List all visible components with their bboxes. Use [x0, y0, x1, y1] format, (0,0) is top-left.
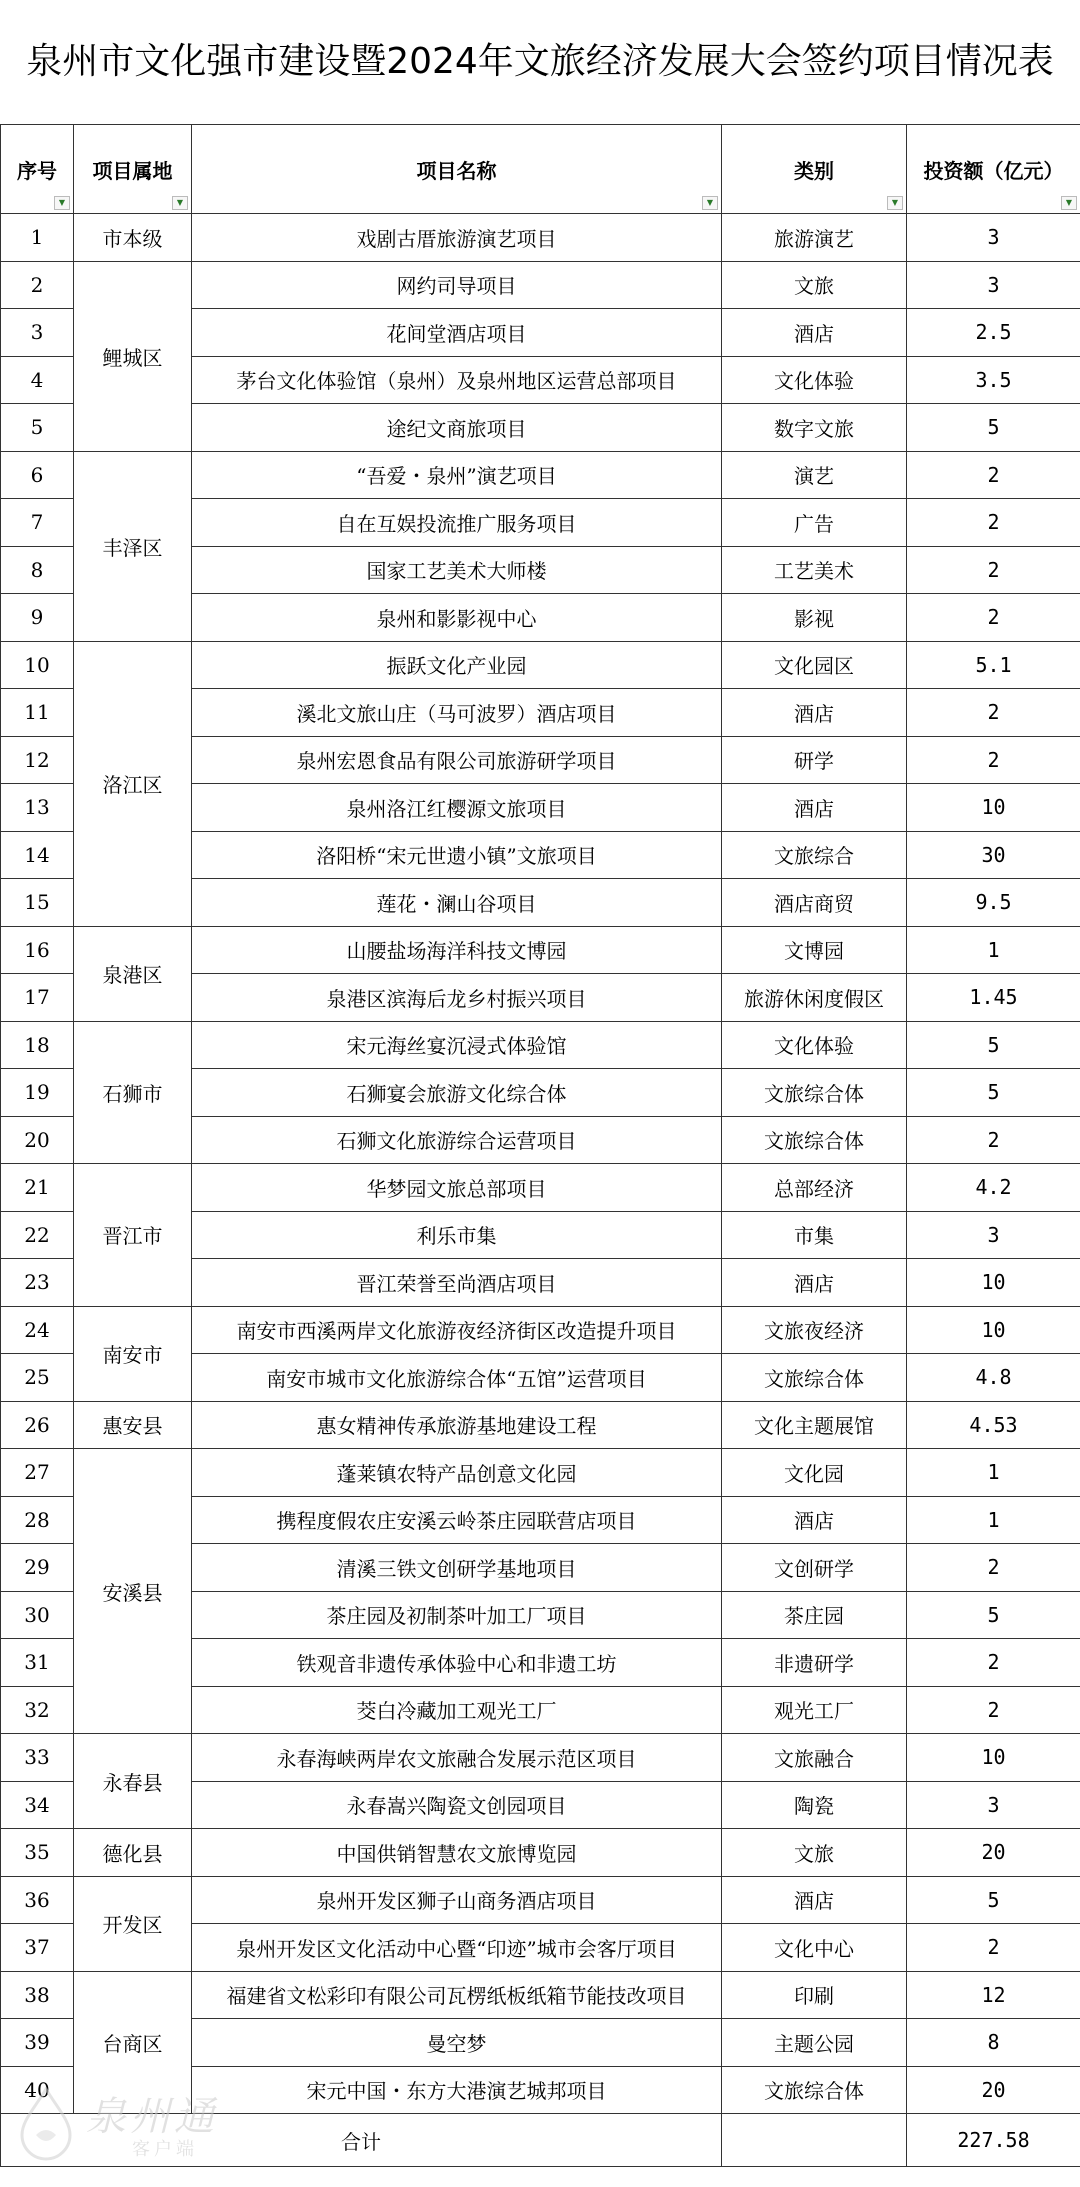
cell-project-name: “吾爱・泉州”演艺项目	[192, 451, 722, 499]
cell-region: 洛江区	[74, 641, 192, 926]
cell-project-name: 茭白冷藏加工观光工厂	[192, 1686, 722, 1734]
cell-project-name: 南安市西溪两岸文化旅游夜经济街区改造提升项目	[192, 1306, 722, 1354]
cell-type: 陶瓷	[722, 1781, 907, 1829]
cell-amount: 2	[907, 1924, 1080, 1972]
cell-type: 酒店	[722, 1259, 907, 1307]
dropdown-arrow-icon[interactable]: ▼	[54, 196, 70, 210]
cell-type: 广告	[722, 499, 907, 547]
cell-no: 26	[1, 1401, 74, 1449]
dropdown-arrow-icon[interactable]: ▼	[1061, 196, 1077, 210]
dropdown-arrow-icon[interactable]: ▼	[702, 196, 718, 210]
cell-amount: 3.5	[907, 356, 1080, 404]
cell-no: 29	[1, 1544, 74, 1592]
cell-no: 10	[1, 641, 74, 689]
cell-amount: 2	[907, 1686, 1080, 1734]
cell-type: 文旅综合体	[722, 1354, 907, 1402]
table-row	[1, 1734, 1080, 1782]
table-row	[1, 451, 1080, 499]
cell-amount: 20	[907, 1829, 1080, 1877]
cell-project-name: 泉州开发区文化活动中心暨“印迹”城市会客厅项目	[192, 1924, 722, 1972]
cell-type: 酒店	[722, 689, 907, 737]
header-no[interactable]	[1, 125, 74, 214]
cell-no: 33	[1, 1734, 74, 1782]
cell-amount: 10	[907, 1259, 1080, 1307]
cell-amount: 3	[907, 1211, 1080, 1259]
cell-project-name: 网约司导项目	[192, 261, 722, 309]
cell-type: 文旅	[722, 1829, 907, 1877]
cell-amount: 4.53	[907, 1401, 1080, 1449]
cell-amount: 1.45	[907, 974, 1080, 1022]
total-amount: 227.58	[907, 2114, 1080, 2167]
cell-project-name: 国家工艺美术大师楼	[192, 546, 722, 594]
cell-type: 印刷	[722, 1971, 907, 2019]
cell-region: 晋江市	[74, 1164, 192, 1307]
cell-no: 39	[1, 2019, 74, 2067]
cell-type: 文化体验	[722, 1021, 907, 1069]
cell-project-name: 泉州洛江红樱源文旅项目	[192, 784, 722, 832]
cell-type: 文旅综合体	[722, 2066, 907, 2114]
cell-no: 15	[1, 879, 74, 927]
cell-type: 文化主题展馆	[722, 1401, 907, 1449]
cell-project-name: 泉州和影影视中心	[192, 594, 722, 642]
table-row	[1, 641, 1080, 689]
cell-type: 文创研学	[722, 1544, 907, 1592]
cell-amount: 4.8	[907, 1354, 1080, 1402]
total-row	[1, 2114, 1080, 2167]
cell-project-name: 溪北文旅山庄（马可波罗）酒店项目	[192, 689, 722, 737]
header-name[interactable]	[192, 125, 722, 214]
cell-project-name: 永春嵩兴陶瓷文创园项目	[192, 1781, 722, 1829]
cell-type: 酒店	[722, 784, 907, 832]
cell-region: 鲤城区	[74, 261, 192, 451]
table-row	[1, 1164, 1080, 1212]
cell-region: 永春县	[74, 1734, 192, 1829]
cell-amount: 5	[907, 1876, 1080, 1924]
cell-project-name: 泉港区滨海后龙乡村振兴项目	[192, 974, 722, 1022]
cell-project-name: 南安市城市文化旅游综合体“五馆”运营项目	[192, 1354, 722, 1402]
cell-type: 文旅综合体	[722, 1116, 907, 1164]
header-label: 项目属地	[92, 158, 173, 183]
cell-amount: 10	[907, 1734, 1080, 1782]
cell-project-name: 福建省文松彩印有限公司瓦楞纸板纸箱节能技改项目	[192, 1971, 722, 2019]
cell-type: 演艺	[722, 451, 907, 499]
cell-amount: 3	[907, 261, 1080, 309]
cell-type: 文旅综合	[722, 831, 907, 879]
cell-project-name: 途纪文商旅项目	[192, 404, 722, 452]
cell-project-name: 利乐市集	[192, 1211, 722, 1259]
cell-project-name: 振跃文化产业园	[192, 641, 722, 689]
cell-amount: 3	[907, 1781, 1080, 1829]
header-label: 投资额（亿元）	[923, 158, 1064, 183]
cell-type: 文化中心	[722, 1924, 907, 1972]
cell-type: 文旅	[722, 261, 907, 309]
cell-amount: 2	[907, 1544, 1080, 1592]
cell-type: 数字文旅	[722, 404, 907, 452]
header-label: 项目名称	[416, 158, 497, 183]
watermark-text: 泉州通	[86, 2094, 218, 2140]
cell-no: 5	[1, 404, 74, 452]
header-type[interactable]	[722, 125, 907, 214]
cell-no: 7	[1, 499, 74, 547]
cell-type: 文旅综合体	[722, 1069, 907, 1117]
cell-amount: 2	[907, 499, 1080, 547]
cell-no: 38	[1, 1971, 74, 2019]
cell-project-name: 铁观音非遗传承体验中心和非遗工坊	[192, 1639, 722, 1687]
cell-no: 2	[1, 261, 74, 309]
cell-no: 19	[1, 1069, 74, 1117]
cell-project-name: 泉州宏恩食品有限公司旅游研学项目	[192, 736, 722, 784]
cell-no: 22	[1, 1211, 74, 1259]
header-label: 类别	[794, 158, 834, 183]
cell-type: 旅游休闲度假区	[722, 974, 907, 1022]
cell-project-name: 中国供销智慧农文旅博览园	[192, 1829, 722, 1877]
cell-amount: 5	[907, 1021, 1080, 1069]
watermark-subtext: 客户端	[132, 2139, 198, 2160]
cell-type: 研学	[722, 736, 907, 784]
cell-no: 28	[1, 1496, 74, 1544]
cell-no: 14	[1, 831, 74, 879]
cell-type: 茶庄园	[722, 1591, 907, 1639]
cell-type: 文化园	[722, 1449, 907, 1497]
cell-project-name: 携程度假农庄安溪云岭茶庄园联营店项目	[192, 1496, 722, 1544]
cell-amount: 2.5	[907, 309, 1080, 357]
cell-no: 1	[1, 214, 74, 262]
cell-project-name: 戏剧古厝旅游演艺项目	[192, 214, 722, 262]
cell-amount: 2	[907, 594, 1080, 642]
cell-project-name: 永春海峡两岸农文旅融合发展示范区项目	[192, 1734, 722, 1782]
cell-region: 市本级	[74, 214, 192, 262]
cell-amount: 2	[907, 451, 1080, 499]
cell-type: 旅游演艺	[722, 214, 907, 262]
cell-no: 9	[1, 594, 74, 642]
cell-project-name: 洛阳桥“宋元世遗小镇”文旅项目	[192, 831, 722, 879]
table-row	[1, 1449, 1080, 1497]
cell-project-name: 莲花・澜山谷项目	[192, 879, 722, 927]
cell-no: 13	[1, 784, 74, 832]
cell-project-name: 山腰盐场海洋科技文博园	[192, 926, 722, 974]
cell-no: 27	[1, 1449, 74, 1497]
table-header-row	[1, 125, 1080, 214]
table-row	[1, 1829, 1080, 1877]
projects-table	[0, 124, 1080, 2167]
dropdown-arrow-icon[interactable]: ▼	[887, 196, 903, 210]
cell-amount: 9.5	[907, 879, 1080, 927]
cell-no: 4	[1, 356, 74, 404]
cell-type: 文旅融合	[722, 1734, 907, 1782]
cell-project-name: 曼空梦	[192, 2019, 722, 2067]
cell-region: 台商区	[74, 1971, 192, 2114]
cell-type: 工艺美术	[722, 546, 907, 594]
cell-amount: 1	[907, 1496, 1080, 1544]
cell-no: 18	[1, 1021, 74, 1069]
cell-project-name: 茅台文化体验馆（泉州）及泉州地区运营总部项目	[192, 356, 722, 404]
cell-project-name: 泉州开发区狮子山商务酒店项目	[192, 1876, 722, 1924]
total-type-cell	[722, 2114, 907, 2167]
cell-no: 6	[1, 451, 74, 499]
cell-type: 酒店	[722, 1496, 907, 1544]
cell-region: 石狮市	[74, 1021, 192, 1164]
cell-no: 21	[1, 1164, 74, 1212]
cell-no: 36	[1, 1876, 74, 1924]
cell-project-name: 惠女精神传承旅游基地建设工程	[192, 1401, 722, 1449]
cell-amount: 5	[907, 1069, 1080, 1117]
cell-amount: 2	[907, 736, 1080, 784]
cell-project-name: 蓬莱镇农特产品创意文化园	[192, 1449, 722, 1497]
cell-amount: 5	[907, 404, 1080, 452]
cell-region: 泉港区	[74, 926, 192, 1021]
header-region[interactable]	[74, 125, 192, 214]
cell-no: 20	[1, 1116, 74, 1164]
table-body	[1, 214, 1080, 2114]
cell-no: 32	[1, 1686, 74, 1734]
cell-project-name: 花间堂酒店项目	[192, 309, 722, 357]
cell-region: 南安市	[74, 1306, 192, 1401]
cell-no: 35	[1, 1829, 74, 1877]
cell-project-name: 宋元中国・东方大港演艺城邦项目	[192, 2066, 722, 2114]
cell-amount: 4.2	[907, 1164, 1080, 1212]
header-amount[interactable]	[907, 125, 1080, 214]
cell-amount: 30	[907, 831, 1080, 879]
cell-amount: 10	[907, 1306, 1080, 1354]
dropdown-arrow-icon[interactable]: ▼	[172, 196, 188, 210]
cell-no: 31	[1, 1639, 74, 1687]
table-row	[1, 214, 1080, 262]
cell-no: 3	[1, 309, 74, 357]
cell-no: 12	[1, 736, 74, 784]
cell-type: 非遗研学	[722, 1639, 907, 1687]
cell-no: 23	[1, 1259, 74, 1307]
cell-project-name: 自在互娱投流推广服务项目	[192, 499, 722, 547]
cell-amount: 3	[907, 214, 1080, 262]
cell-no: 24	[1, 1306, 74, 1354]
cell-region: 丰泽区	[74, 451, 192, 641]
header-label: 序号	[17, 158, 57, 183]
table-row	[1, 1306, 1080, 1354]
table-row	[1, 1021, 1080, 1069]
table-row	[1, 261, 1080, 309]
cell-amount: 2	[907, 689, 1080, 737]
cell-type: 酒店商贸	[722, 879, 907, 927]
cell-project-name: 清溪三铁文创研学基地项目	[192, 1544, 722, 1592]
cell-project-name: 石狮宴会旅游文化综合体	[192, 1069, 722, 1117]
page-title: 泉州市文化强市建设暨2024年文旅经济发展大会签约项目情况表	[26, 41, 1054, 82]
cell-project-name: 晋江荣誉至尚酒店项目	[192, 1259, 722, 1307]
cell-no: 17	[1, 974, 74, 1022]
cell-no: 30	[1, 1591, 74, 1639]
cell-project-name: 石狮文化旅游综合运营项目	[192, 1116, 722, 1164]
cell-project-name: 华梦园文旅总部项目	[192, 1164, 722, 1212]
cell-no: 25	[1, 1354, 74, 1402]
cell-no: 11	[1, 689, 74, 737]
cell-type: 影视	[722, 594, 907, 642]
cell-amount: 12	[907, 1971, 1080, 2019]
cell-amount: 1	[907, 926, 1080, 974]
table-row	[1, 1876, 1080, 1924]
cell-type: 观光工厂	[722, 1686, 907, 1734]
cell-amount: 1	[907, 1449, 1080, 1497]
cell-amount: 2	[907, 1639, 1080, 1687]
cell-amount: 2	[907, 1116, 1080, 1164]
cell-no: 40	[1, 2066, 74, 2114]
cell-region: 德化县	[74, 1829, 192, 1877]
cell-no: 16	[1, 926, 74, 974]
table-row	[1, 1971, 1080, 2019]
cell-no: 37	[1, 1924, 74, 1972]
table-row	[1, 926, 1080, 974]
cell-type: 文化园区	[722, 641, 907, 689]
cell-type: 市集	[722, 1211, 907, 1259]
cell-type: 文化体验	[722, 356, 907, 404]
cell-type: 文旅夜经济	[722, 1306, 907, 1354]
cell-type: 主题公园	[722, 2019, 907, 2067]
cell-region: 安溪县	[74, 1449, 192, 1734]
cell-project-name: 茶庄园及初制茶叶加工厂项目	[192, 1591, 722, 1639]
cell-amount: 8	[907, 2019, 1080, 2067]
total-label: 合计	[1, 2114, 722, 2167]
cell-project-name: 宋元海丝宴沉浸式体验馆	[192, 1021, 722, 1069]
cell-amount: 10	[907, 784, 1080, 832]
cell-no: 34	[1, 1781, 74, 1829]
cell-region: 开发区	[74, 1876, 192, 1971]
cell-type: 总部经济	[722, 1164, 907, 1212]
cell-type: 文博园	[722, 926, 907, 974]
cell-amount: 20	[907, 2066, 1080, 2114]
cell-amount: 5	[907, 1591, 1080, 1639]
cell-type: 酒店	[722, 309, 907, 357]
cell-no: 8	[1, 546, 74, 594]
cell-amount: 2	[907, 546, 1080, 594]
cell-region: 惠安县	[74, 1401, 192, 1449]
cell-type: 酒店	[722, 1876, 907, 1924]
table-row	[1, 1401, 1080, 1449]
cell-amount: 5.1	[907, 641, 1080, 689]
